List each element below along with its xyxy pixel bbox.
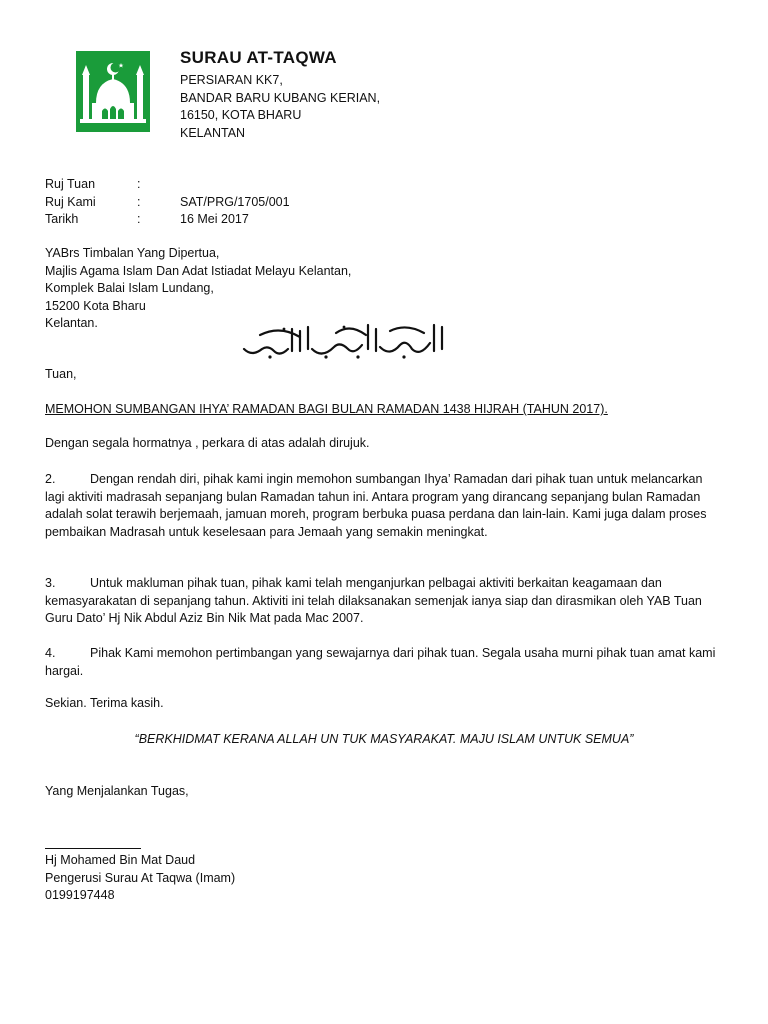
ref-colon: : bbox=[137, 212, 141, 226]
paragraph-line: adalah solat terawih berjemaah, jamuan moreh, program berbuka puasa perdana dan lain-lain. Kami juga dalam proses bbox=[45, 507, 707, 521]
closing-line: Sekian. Terima kasih. bbox=[45, 696, 164, 710]
paragraph-line: hargai. bbox=[45, 663, 84, 678]
paragraph-number: 3. bbox=[45, 576, 56, 590]
paragraph-line: kemasyarakatan di sepanjang tahun. Aktiviti ini telah dilaksanakan semenjak ianya siap dan dirasmikan oleh YAB Tuan bbox=[45, 593, 702, 608]
paragraph-line: Guru Dato’ Hj Nik Abdul Aziz Bin Nik Mat pada Mac 2007. bbox=[45, 611, 364, 625]
mosque-logo-icon bbox=[76, 51, 150, 132]
paragraph-line: Untuk makluman pihak tuan, pihak kami telah menganjurkan pelbagai aktiviti berkaitan keagamaan dan bbox=[90, 576, 662, 590]
ref-value: SAT/PRG/1705/001 bbox=[180, 194, 290, 209]
arabic-salam-calligraphy-icon bbox=[240, 319, 452, 361]
ref-row-tarikh bbox=[45, 211, 290, 229]
paragraph-line: pembaikan Madrasah untuk keselesaan para Jemaah yang semakin meningkat. bbox=[45, 524, 488, 539]
opening-line: Dengan segala hormatnya , perkara di atas adalah dirujuk. bbox=[45, 436, 370, 450]
recipient-line: 15200 Kota Bharu bbox=[45, 298, 146, 313]
signature-line bbox=[45, 848, 141, 849]
paragraph-line: lagi aktiviti madrasah sepanjang bulan Ramadan tahun ini. Antara program yang dirancang sepanjang bulan Ramadan bbox=[45, 489, 701, 504]
ref-label: Ruj Tuan bbox=[45, 177, 96, 191]
motto: “BERKHIDMAT KERANA ALLAH UN TUK MASYARAKAT. MAJU ISLAM UNTUK SEMUA” bbox=[134, 732, 634, 746]
org-address bbox=[180, 72, 380, 142]
address-line: KELANTAN bbox=[180, 125, 246, 140]
subject-line: MEMOHON SUMBANGAN IHYA’ RAMADAN BAGI BULAN RAMADAN 1438 HIJRAH (TAHUN 2017). bbox=[45, 402, 608, 416]
recipient-line: YABrs Timbalan Yang Dipertua, bbox=[45, 246, 220, 260]
signer-name: Hj Mohamed Bin Mat Daud bbox=[45, 853, 196, 867]
address-line: BANDAR BARU KUBANG KERIAN, bbox=[180, 90, 381, 105]
paragraph-line: Dengan rendah diri, pihak kami ingin memohon sumbangan Ihya’ Ramadan dari pihak tuan untuk melancarkan bbox=[90, 472, 703, 486]
org-name: SURAU AT-TAQWA bbox=[180, 48, 337, 67]
ref-value: 16 Mei 2017 bbox=[180, 212, 249, 226]
yang-menjalankan-tugas: Yang Menjalankan Tugas, bbox=[45, 784, 189, 798]
address-line: 16150, KOTA BHARU bbox=[180, 108, 302, 122]
signer-title: Pengerusi Surau At Taqwa (Imam) bbox=[45, 870, 236, 885]
recipient-line: Majlis Agama Islam Dan Adat Istiadat Melayu Kelantan, bbox=[45, 263, 352, 278]
paragraph-number: 4. bbox=[45, 646, 56, 660]
paragraph-2 bbox=[45, 471, 735, 541]
signer-phone: 0199197448 bbox=[45, 888, 115, 902]
signer-block bbox=[45, 852, 235, 905]
ref-label: Tarikh bbox=[45, 212, 79, 226]
ref-row-ruj-kami bbox=[45, 194, 290, 212]
salutation: Tuan, bbox=[45, 367, 77, 381]
recipient-line: Kelantan. bbox=[45, 316, 98, 330]
paragraph-4 bbox=[45, 645, 735, 680]
paragraph-number: 2. bbox=[45, 472, 56, 486]
recipient-line: Komplek Balai Islam Lundang, bbox=[45, 281, 214, 295]
ref-row-ruj-tuan bbox=[45, 176, 290, 194]
ref-colon: : bbox=[137, 194, 141, 209]
address-line: PERSIARAN KK7, bbox=[180, 73, 283, 87]
paragraph-3 bbox=[45, 575, 735, 628]
reference-block bbox=[45, 176, 290, 229]
ref-label: Ruj Kami bbox=[45, 194, 96, 209]
ref-colon: : bbox=[137, 177, 141, 191]
paragraph-line: Pihak Kami memohon pertimbangan yang sewajarnya dari pihak tuan. Segala usaha murni pihak tuan amat kami bbox=[90, 646, 716, 660]
